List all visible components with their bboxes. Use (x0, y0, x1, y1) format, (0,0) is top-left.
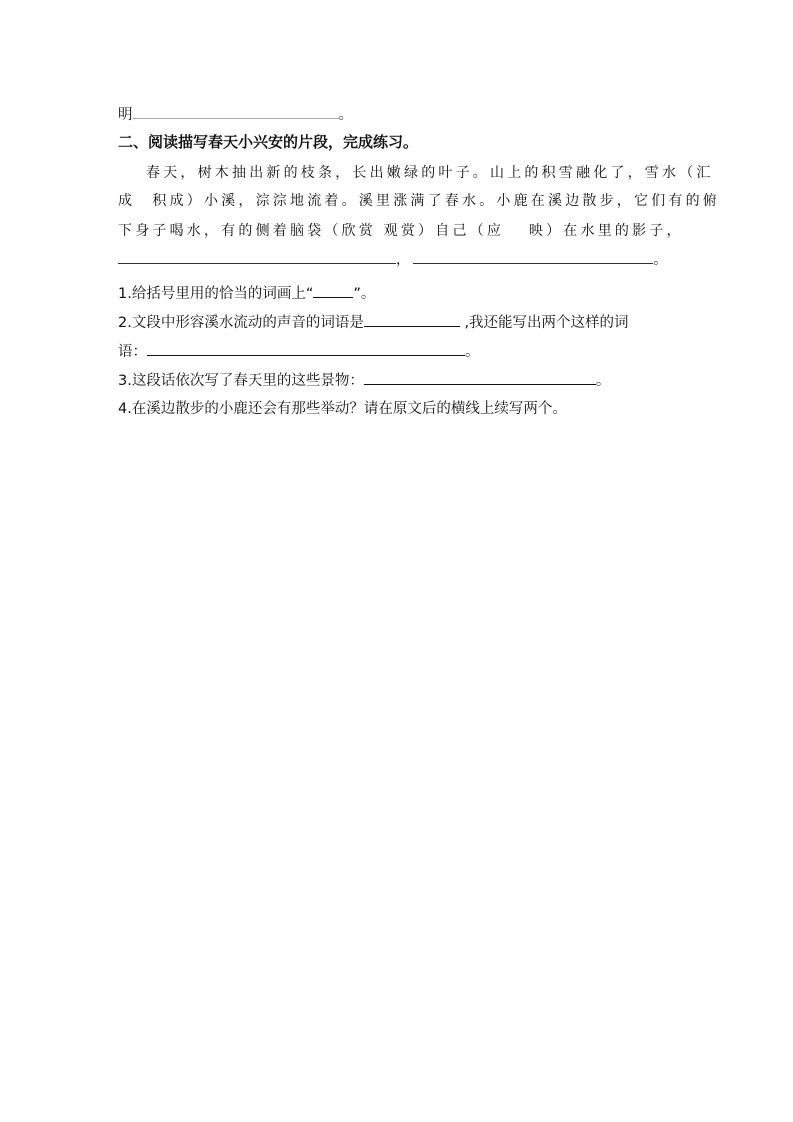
question-1 (118, 283, 375, 304)
passage-line-1: 春天，树木抽出新的枝条，长出嫩绿的叶子。山上的积雪融化了，雪水（汇 (146, 165, 714, 181)
question-3 (118, 370, 610, 391)
question-3-blank[interactable] (364, 370, 596, 385)
top-answer-line (118, 104, 353, 125)
passage-line-2: 成 积成）小溪，淙淙地流着。溪里涨满了春水。小鹿在溪边散步，它们有的俯 (118, 193, 720, 209)
passage-line-3: 下身子喝水，有的侧着脑袋（欣赏 观赏）自己（应 映）在水里的影子， (118, 223, 684, 239)
question-2-blank[interactable] (364, 312, 460, 327)
section-title: 二、阅读描写春天小兴安的片段，完成练习。 (118, 133, 419, 151)
question-2 (118, 312, 629, 333)
question-3-text: 3.这段话依次写了春天里的这些景物： (118, 373, 364, 389)
passage-line-4 (118, 249, 670, 270)
question-1-blank[interactable] (313, 283, 353, 298)
question-2-cont (118, 341, 480, 362)
question-2-text: 2.文段中形容溪水流动的声音的词语是 (118, 315, 364, 331)
continuation-blank-1[interactable] (118, 249, 396, 264)
answer-blank[interactable] (133, 104, 339, 119)
period: 。 (653, 252, 671, 268)
question-1-after: ”。 (353, 286, 376, 302)
question-1-text: 1.给括号里用的恰当的词画上“ (118, 286, 314, 302)
top-line-prefix: 明 (118, 107, 133, 123)
question-4: 4.在溪边散步的小鹿还会有那些举动？请在原文后的横线上续写两个。 (118, 401, 567, 417)
comma: ， (396, 252, 414, 268)
continuation-blank-2[interactable] (413, 249, 653, 264)
top-line-suffix: 。 (338, 107, 353, 123)
question-2-cont-text: 语： (118, 344, 147, 360)
question-3-after: 。 (595, 373, 611, 389)
question-2-cont-after: 。 (465, 344, 480, 360)
question-2-after: ,我还能写出两个这样的词 (459, 315, 629, 331)
question-2-words-blank[interactable] (147, 341, 465, 356)
